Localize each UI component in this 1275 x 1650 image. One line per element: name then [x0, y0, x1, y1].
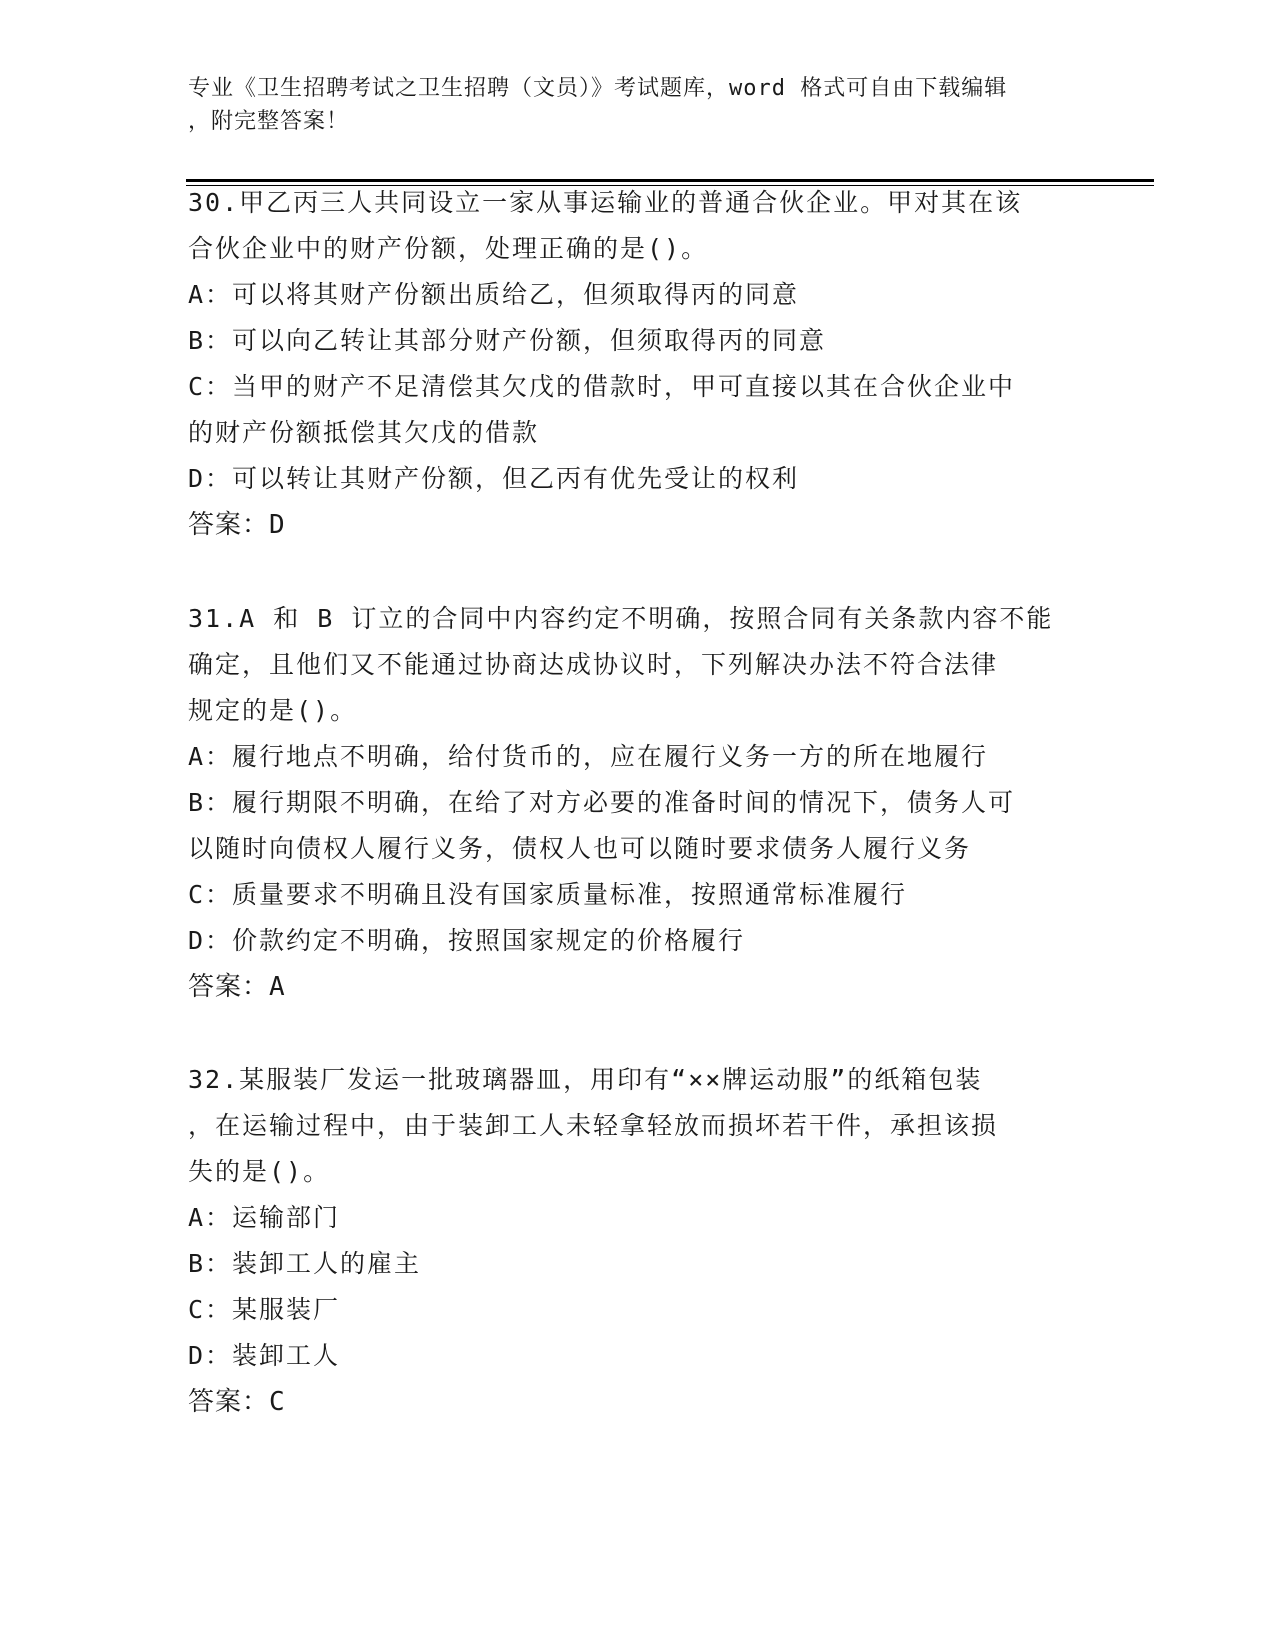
option-a: A：运输部门: [188, 1203, 341, 1232]
option-c: C：某服装厂: [188, 1295, 341, 1324]
option-d: D：价款约定不明确，按照国家规定的价格履行: [188, 926, 746, 955]
answer: [188, 1379, 1088, 1425]
question-stem-line: 规定的是()。: [188, 696, 358, 725]
question-stem-line: 确定，且他们又不能通过协商达成协议时，下列解决办法不符合法律: [188, 650, 999, 679]
document-header: [188, 72, 1078, 138]
answer: [188, 502, 1088, 548]
question-stem-line: 合伙企业中的财产份额，处理正确的是()。: [188, 234, 709, 263]
question-30: [188, 180, 1088, 548]
answer-label: 答案：: [188, 1387, 270, 1417]
header-line-2: ，附完整答案！: [188, 109, 350, 134]
option-b: B：履行期限不明确，在给了对方必要的准备时间的情况下，债务人可: [188, 788, 1016, 817]
answer-value: C: [269, 1387, 286, 1417]
option-a: A：可以将其财产份额出质给乙，但须取得丙的同意: [188, 280, 800, 309]
option-d: D：装卸工人: [188, 1341, 341, 1370]
option-c-continued: 的财产份额抵偿其欠戊的借款: [188, 418, 540, 447]
answer-label: 答案：: [188, 972, 270, 1002]
answer-value: D: [269, 510, 286, 540]
question-stem-line: 失的是()。: [188, 1157, 331, 1186]
question-stem-line: ，在运输过程中，由于装卸工人未轻拿轻放而损坏若干件，承担该损: [188, 1111, 999, 1140]
question-31: [188, 596, 1088, 1010]
option-b-continued: 以随时向债权人履行义务，债权人也可以随时要求债务人履行义务: [188, 834, 972, 863]
question-stem-line: 30.甲乙丙三人共同设立一家从事运输业的普通合伙企业。甲对其在该: [188, 188, 1023, 217]
question-stem-line: 32.某服装厂发运一批玻璃器皿，用印有“××牌运动服”的纸箱包装: [188, 1065, 983, 1094]
option-b: B：装卸工人的雇主: [188, 1249, 422, 1278]
header-line-1: 专业《卫生招聘考试之卫生招聘（文员）》考试题库，word 格式可自由下载编辑: [188, 76, 1008, 101]
answer-label: 答案：: [188, 510, 270, 540]
option-a: A：履行地点不明确，给付货币的，应在履行义务一方的所在地履行: [188, 742, 989, 771]
option-c: C：当甲的财产不足清偿其欠戊的借款时，甲可直接以其在合伙企业中: [188, 372, 1016, 401]
answer-value: A: [269, 972, 286, 1002]
option-c: C：质量要求不明确且没有国家质量标准，按照通常标准履行: [188, 880, 908, 909]
option-d: D：可以转让其财产份额，但乙丙有优先受让的权利: [188, 464, 800, 493]
answer: [188, 964, 1088, 1010]
question-32: [188, 1057, 1088, 1425]
question-stem-line: 31.A 和 B 订立的合同中内容约定不明确，按照合同有关条款内容不能: [188, 604, 1054, 633]
option-b: B：可以向乙转让其部分财产份额，但须取得丙的同意: [188, 326, 827, 355]
